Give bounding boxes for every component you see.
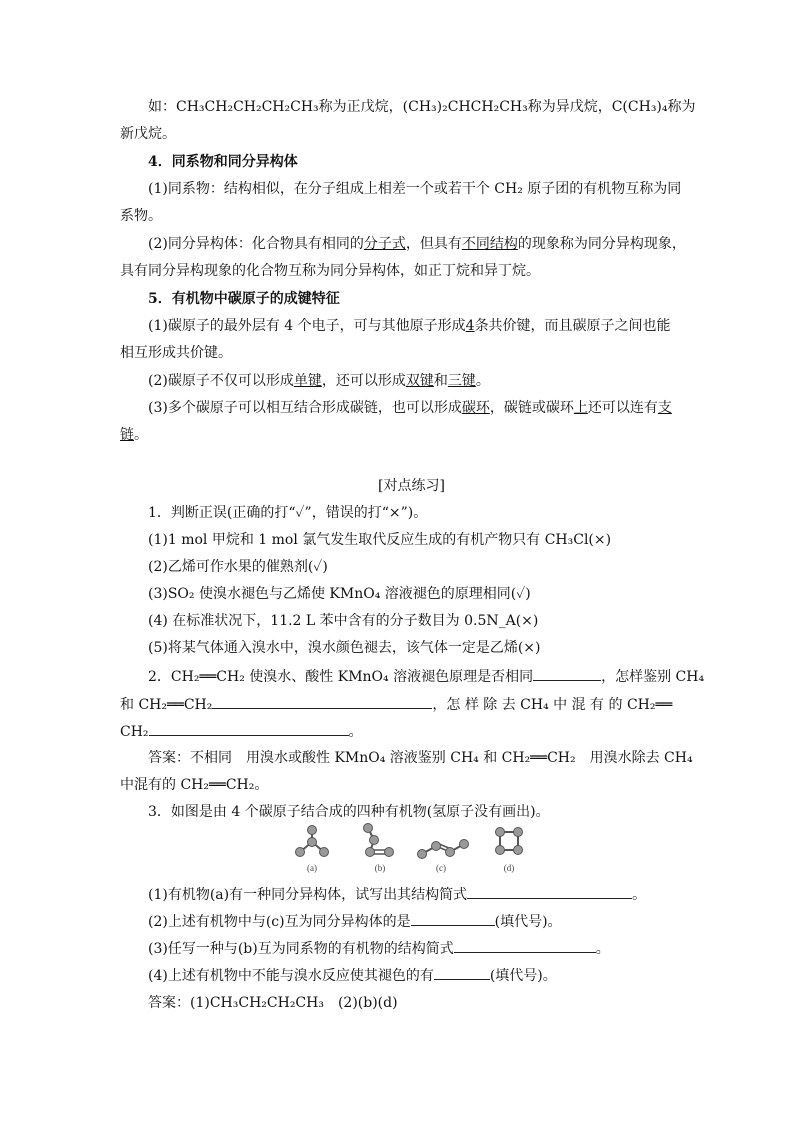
q3-2-text: (2)上述有机物中与(c)互为同分异构体的是 [148,914,411,930]
molecule-d [496,828,523,874]
q2-text-d: ，怎 样 除 去 CH₄ 中 混 有 的 CH₂══ [432,697,673,713]
label-d: (d) [503,863,515,873]
isomer-text-c: 的现象称为同分异构现象， [517,236,686,252]
isomer-line-2: 具有同分异构现象的化合物互称为同分异构体，如正丁烷和异丁烷。 [120,263,540,279]
carbon-atom [385,848,394,857]
question-2-line-2 [120,694,672,715]
answer-3: 答案：(1)CH₃CH₂CH₂CH₃ (2)(b)(d) [148,995,398,1011]
carbon-atom [432,842,441,851]
q2-text-f: 。 [348,724,363,740]
molecule-a [296,826,329,874]
chain-line-1 [148,398,672,418]
isomer-text-a: (2)同分异构体：化合物具有相同的 [148,236,364,252]
label-c: (c) [436,863,446,873]
bond-types-line [148,371,490,391]
q3-4-blank[interactable] [434,965,490,980]
carbon-atom [308,838,317,847]
bond-text-a: (1)碳原子的最外层有 4 个电子，可与其他原子形成 [148,318,466,334]
question-2-line-3 [120,721,363,742]
example-line-2: 新戊烷。 [120,126,176,142]
homolog-line-1: (1)同系物：结构相似，在分子组成上相差一个或若干个 CH₂ 原子团的有机物互称为同 [148,181,682,197]
carbon-atom [320,848,329,857]
carbon-atom [418,850,427,859]
q2-blank-2[interactable] [212,694,432,709]
heading-4: 4．同系物和同分异构体 [148,154,298,170]
q3-3-blank[interactable] [454,938,596,953]
molecule-figure [290,822,550,878]
molecule-b [364,824,394,874]
section-title: [对点练习] [378,478,445,494]
carbon-atom [496,828,505,837]
chain-text-c: 还可以连有 [587,400,658,416]
example-line-1: 如：CH₃CH₂CH₂CH₂CH₃称为正戊烷，(CH₃)₂CHCH₂CH₃称为异戊烷，C(CH₃)₄称为 [148,99,696,115]
answer-2-line-1: 答案：不相同 用溴水或酸性 KMnO₄ 溶液鉴别 CH₄ 和 CH₂══CH₂ 用溴水除去 CH₄ [148,750,693,766]
label-b: (b) [374,863,386,873]
bond-types-text-c: 和 [433,373,448,389]
carbon-atom [446,848,455,857]
carbon-atom [460,840,469,849]
question-1-item-5: (5)将某气体通入溴水中，溴水颜色褪去，该气体一定是乙烯(×) [148,640,541,656]
question-3-part-4 [148,965,557,986]
heading-5: 5．有机物中碳原子的成键特征 [148,291,340,307]
chain-text-a: (3)多个碳原子可以相互结合形成碳链，也可以形成 [148,400,462,416]
question-3-part-3 [148,938,610,959]
bond-text-b: 条共价键，而且碳原子之间也能 [474,318,671,334]
q2-blank-1[interactable] [533,666,601,681]
q3-1-blank[interactable] [467,884,632,899]
label-a: (a) [307,863,317,873]
q2-text-e: CH₂ [120,724,149,740]
question-1-item-3: (3)SO₂ 使溴水褪色与乙烯使 KMnO₄ 溶液褪色的原理相同(✓) [148,586,531,602]
carbon-atom [496,846,505,855]
q2-blank-3[interactable] [149,721,349,736]
question-1-item-1: (1)1 mol 甲烷和 1 mol 氯气发生取代反应生成的有机产物只有 CH₃Cl(×) [148,532,612,548]
q3-3-text: (3)任写一种与(b)互为同系物的有机物的结构简式 [148,941,454,957]
underline-chain: 链 [120,427,134,443]
carbon-atom [514,846,523,855]
molecule-c [418,840,469,874]
bond-types-text-b: ，还可以形成 [321,373,406,389]
carbon-atom [366,848,375,857]
q2-text-a: 2．CH₂══CH₂ 使溴水、酸性 KMnO₄ 溶液褪色原理是否相同 [148,669,534,685]
bond-underline-4: 4 [465,318,475,334]
chain-line-2 [120,425,148,445]
isomer-underline-formula: 分子式 [363,236,406,252]
carbon-atom [308,826,317,835]
carbon-atom [514,828,523,837]
bond-line-1 [148,316,671,336]
carbon-atom [296,848,305,857]
question-1-item-4: (4) 在标准状况下，11.2 L 苯中含有的分子数目为 0.5N_A(×) [148,613,539,629]
bond-types-text-d: 。 [475,373,490,389]
isomer-line-1 [148,234,686,254]
homolog-line-2: 系物。 [120,208,162,224]
question-1-item-2: (2)乙烯可作水果的催熟剂(✓) [148,559,328,575]
carbon-atom [370,836,379,845]
underline-ring: 碳环 [461,400,490,416]
q3-2-end: (填代号)。 [494,914,562,930]
q3-4-text: (4)上述有机物中不能与溴水反应使其褪色的有 [148,968,434,984]
question-2-line-1 [148,666,704,687]
q3-1-text: (1)有机物(a)有一种同分异构体，试写出其结构简式 [148,887,468,903]
q3-3-end: 。 [595,941,610,957]
q2-text-b: ，怎样鉴别 CH₄ [601,669,705,685]
question-3-part-2 [148,911,562,932]
question-3: 3．如图是由 4 个碳原子结合成的四种有机物(氢原子没有画出)。 [148,804,550,820]
bond-types-text-a: (2)碳原子不仅可以形成 [148,373,294,389]
underline-single-bond: 单键 [293,373,322,389]
underline-branch: 支 [657,400,672,416]
underline-triple-bond: 三键 [447,373,476,389]
bond-line-2: 相互形成共价键。 [120,345,232,361]
question-3-part-1 [148,884,646,905]
underline-double-bond: 双键 [405,373,434,389]
q2-text-c: 和 CH₂══CH₂ [120,697,213,713]
isomer-underline-structure: 不同结构 [461,236,518,252]
chain-text-b: ，碳链或碳环 [489,400,574,416]
isomer-text-b: ，但具有 [405,236,462,252]
q3-2-blank[interactable] [411,911,495,926]
question-1: 1．判断正误(正确的打“✓”，错误的打“×”)。 [148,505,428,521]
q3-4-end: (填代号)。 [489,968,557,984]
answer-2-line-2: 中混有的 CH₂══CH₂。 [120,777,269,793]
q3-1-end: 。 [632,887,647,903]
chain-end: 。 [134,427,148,443]
underline-on: 上 [573,400,588,416]
carbon-atom [364,824,373,833]
